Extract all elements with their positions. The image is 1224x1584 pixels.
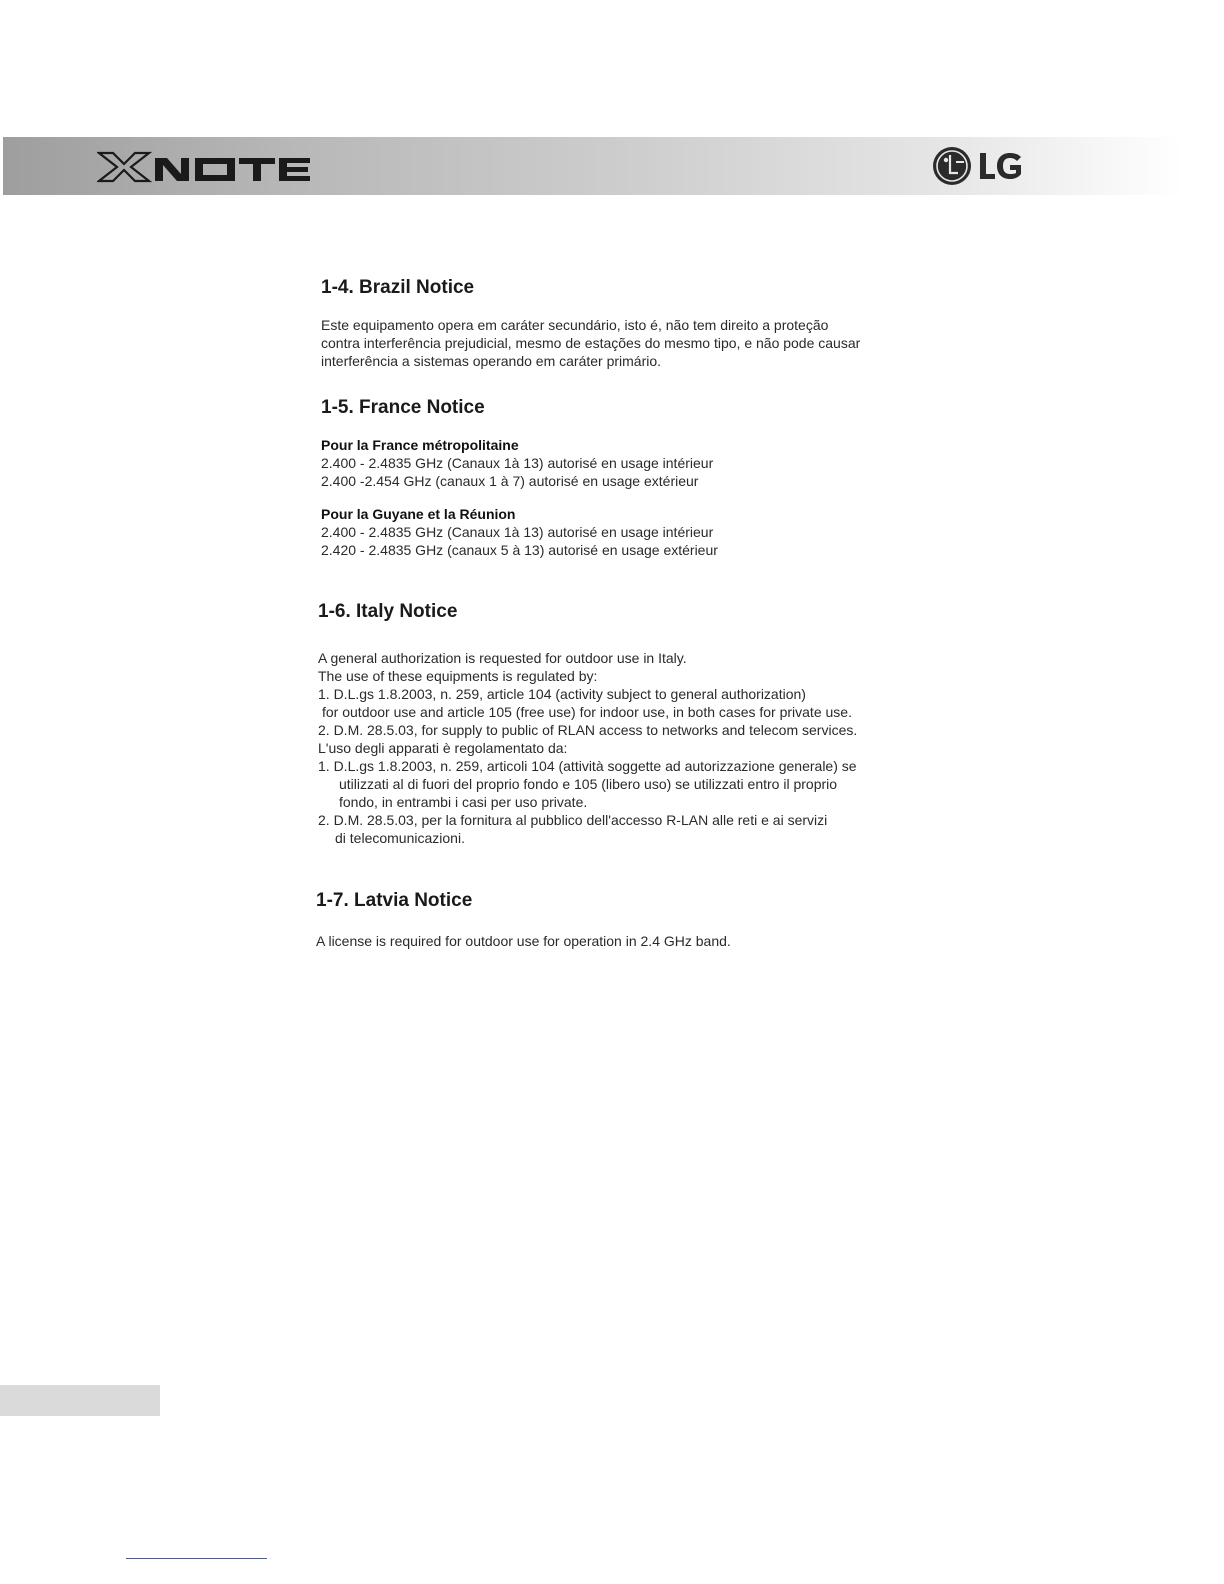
text-line: fondo, in entrambi i casi per uso private. [339, 794, 588, 810]
brazil-notice-title: 1-4. Brazil Notice [321, 277, 475, 298]
latvia-notice-text [316, 932, 731, 950]
text-line: A license is required for outdoor use for operation in 2.4 GHz band. [316, 933, 731, 949]
france-metro-text [321, 436, 713, 490]
text-line: 2.400 -2.454 GHz (canaux 1 à 7) autorisé en usage extérieur [321, 473, 699, 489]
latvia-notice-title: 1-7. Latvia Notice [316, 890, 473, 911]
france-metro-heading: Pour la France métropolitaine [321, 437, 519, 453]
footer-rule [126, 1558, 267, 1559]
text-line: 2.400 - 2.4835 GHz (Canaux 1à 13) autorisé en usage intérieur [321, 524, 714, 540]
text-line: interferência a sistemas operando em caráter primário. [321, 353, 662, 369]
text-line: 1. D.L.gs 1.8.2003, n. 259, article 104 (activity subject to general authorization) [318, 686, 806, 702]
text-line: 2.420 - 2.4835 GHz (canaux 5 à 13) autorisé en usage extérieur [321, 542, 718, 558]
text-line: The use of these equipments is regulated by: [318, 668, 598, 684]
text-line: 2. D.M. 28.5.03, per la fornitura al pubblico dell'accesso R-LAN alle reti e ai servizi [318, 812, 828, 828]
italy-notice-text [318, 649, 857, 847]
text-line: for outdoor use and article 105 (free use) for indoor use, in both cases for private use. [322, 704, 852, 720]
page-footer-bar [0, 1385, 160, 1416]
text-line: di telecomunicazioni. [335, 830, 465, 846]
text-line: 2.400 - 2.4835 GHz (Canaux 1à 13) autorisé en usage intérieur [321, 455, 714, 471]
italy-notice-title: 1-6. Italy Notice [318, 601, 458, 622]
text-line: contra interferência prejudicial, mesmo de estações do mesmo tipo, e não pode causar [321, 335, 861, 351]
text-line: Este equipamento opera em caráter secundário, isto é, não tem direito a proteção [321, 317, 829, 333]
text-line: 2. D.M. 28.5.03, for supply to public of RLAN access to networks and telecom services. [318, 722, 858, 738]
brazil-notice-text [321, 316, 860, 370]
france-guyane-text [321, 505, 718, 559]
france-notice-title: 1-5. France Notice [321, 397, 485, 418]
france-guyane-heading: Pour la Guyane et la Réunion [321, 506, 516, 522]
text-line: L'uso degli apparati è regolamentato da: [318, 740, 568, 756]
text-line: 1. D.L.gs 1.8.2003, n. 259, articoli 104 (attività soggette ad autorizzazione generale) se [318, 758, 857, 774]
text-line: utilizzati al di fuori del proprio fondo e 105 (libero uso) se utilizzati entro il proprio [339, 776, 838, 792]
text-line: A general authorization is requested for outdoor use in Italy. [318, 650, 687, 666]
